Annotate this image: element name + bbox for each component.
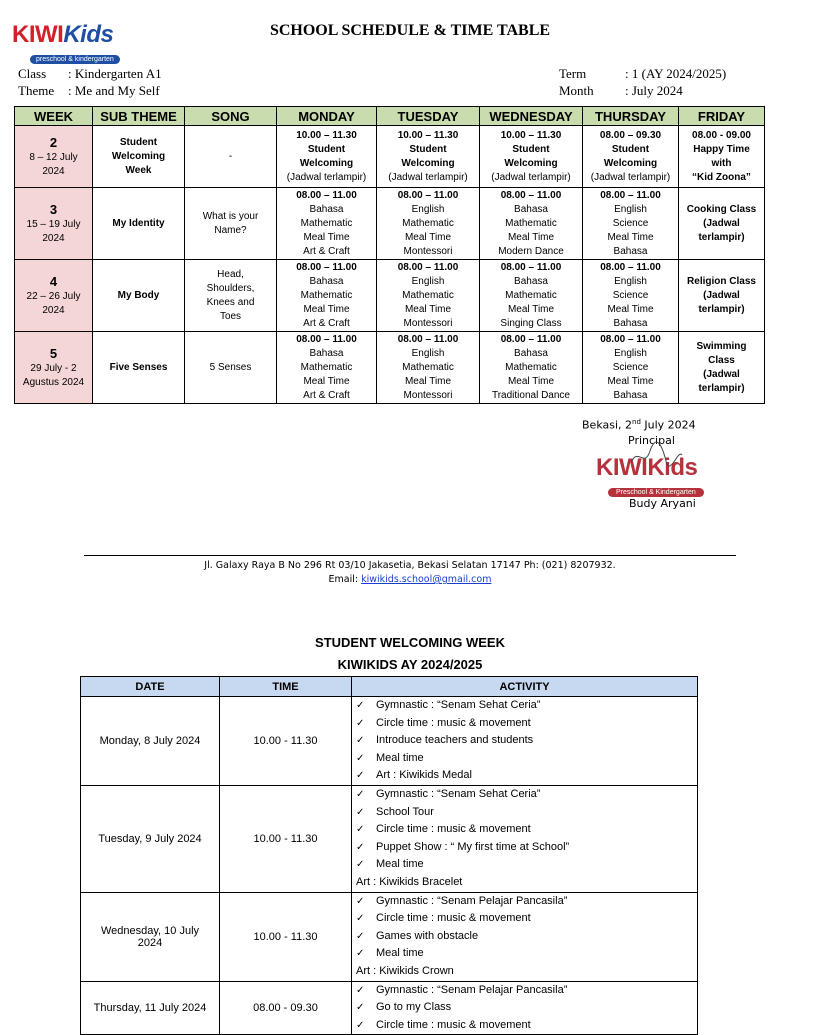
checkmark-icon: ✓: [356, 788, 365, 800]
thursday-line: Student: [611, 143, 650, 155]
term-line: [559, 66, 726, 82]
week-number: 2: [49, 134, 58, 150]
list-item: [356, 874, 697, 892]
activity-text: Gymnastic : “Senam Pelajar Pancasila”: [376, 983, 568, 996]
wednesday-line: Traditional Dance: [491, 389, 570, 401]
thursday-cell: [583, 126, 679, 188]
thursday-line: Meal Time: [607, 231, 654, 243]
table-row: [81, 697, 698, 786]
thursday-line: (Jadwal terlampir): [590, 171, 671, 183]
footer-divider: [84, 555, 736, 556]
tuesday-line: Mathematic: [402, 289, 454, 301]
schedule-row: [15, 332, 765, 404]
tuesday-line: English: [411, 203, 445, 215]
list-item: [356, 963, 697, 981]
tuesday-line: Meal Time: [404, 375, 452, 387]
col-header-wednesday: WEDNESDAY: [480, 107, 583, 126]
list-item: [356, 910, 697, 928]
friday-line: with: [711, 157, 732, 169]
tuesday-line: 08.00 – 11.00: [397, 333, 459, 345]
checkmark-icon: ✓: [356, 895, 365, 907]
friday-line: terlampir): [698, 303, 745, 315]
time-cell: 10.00 - 11.30: [220, 892, 352, 981]
thursday-line: English: [614, 347, 647, 359]
schedule-table: [14, 106, 765, 404]
date-cell: Monday, 8 July 2024: [81, 697, 220, 786]
thursday-line: Welcoming: [603, 157, 658, 169]
wednesday-line: Welcoming: [504, 157, 558, 169]
monday-line: 08.00 – 11.00: [296, 261, 357, 273]
wednesday-cell: [480, 332, 583, 404]
logo-tagline: preschool & kindergarten: [30, 55, 120, 64]
checkmark-icon: ✓: [356, 930, 365, 942]
wednesday-cell: [480, 188, 583, 260]
monday-cell: [277, 188, 377, 260]
monday-line: Meal Time: [303, 375, 350, 387]
tuesday-line: 10.00 – 11.30: [397, 129, 459, 141]
friday-line: Class: [708, 354, 735, 366]
activity-text: Art : Kiwikids Medal: [376, 769, 472, 782]
wednesday-line: Mathematic: [505, 361, 557, 373]
wednesday-line: Meal Time: [507, 375, 555, 387]
friday-line: Happy Time: [693, 143, 750, 155]
activity-text: Art : Kiwikids Bracelet: [356, 875, 463, 888]
monday-cell: [277, 332, 377, 404]
tuesday-line: (Jadwal terlampir): [388, 171, 468, 183]
week-dates: Agustus 2024: [22, 376, 85, 388]
tuesday-line: Montessori: [403, 245, 453, 257]
activity-cell: [352, 981, 698, 1035]
monday-line: Mathematic: [300, 361, 353, 373]
song-cell-line: Knees and: [206, 296, 255, 308]
checkmark-icon: ✓: [356, 752, 365, 764]
checkmark-icon: ✓: [356, 824, 365, 836]
sub-theme-cell-line: My Body: [117, 289, 160, 301]
friday-line: “Kid Zoona”: [692, 171, 751, 183]
list-item: [356, 1017, 697, 1035]
sub-theme-cell-line: Welcoming: [111, 150, 166, 162]
monday-line: (Jadwal terlampir): [286, 171, 367, 183]
activity-text: School Tour: [376, 805, 434, 818]
activity-text: Circle time : music & movement: [376, 912, 531, 925]
monday-line: Bahasa: [309, 203, 344, 215]
week-dates: 22 – 26 July: [26, 290, 81, 302]
tuesday-line: Montessori: [403, 317, 453, 329]
list-item: [356, 839, 697, 857]
wednesday-cell: [480, 126, 583, 188]
wednesday-line: (Jadwal terlampir): [491, 171, 571, 183]
checkmark-icon: ✓: [356, 1002, 365, 1014]
monday-line: 10.00 – 11.30: [296, 129, 357, 141]
col-header-friday: FRIDAY: [679, 107, 765, 126]
tuesday-line: Meal Time: [404, 231, 452, 243]
monday-line: 08.00 – 11.00: [296, 333, 357, 345]
activity-text: Gymnastic : “Senam Sehat Ceria”: [376, 787, 541, 800]
wednesday-cell: [480, 260, 583, 332]
list-item: [356, 750, 697, 768]
monday-line: 08.00 – 11.00: [296, 189, 357, 201]
month-line: [559, 83, 683, 99]
footer-email-line: [0, 574, 820, 585]
thursday-line: 08.00 – 09.30: [599, 129, 662, 141]
monday-line: Art & Craft: [303, 317, 350, 329]
list-item: [356, 982, 697, 1000]
tuesday-line: 08.00 – 11.00: [397, 261, 459, 273]
footer-email-label: Email:: [328, 574, 362, 585]
wednesday-line: 08.00 – 11.00: [500, 261, 562, 273]
thursday-line: Bahasa: [613, 389, 648, 401]
thursday-line: Science: [612, 289, 649, 301]
checkmark-icon: ✓: [356, 735, 365, 747]
activity-text: Art : Kiwikids Crown: [356, 964, 454, 977]
col-header-time: TIME: [220, 677, 352, 697]
week-cell: [15, 188, 93, 260]
activity-text: Gymnastic : “Senam Sehat Ceria”: [376, 699, 541, 711]
welcoming-header-row: [81, 677, 698, 697]
week-dates: 8 – 12 July: [29, 151, 78, 163]
list-item: [356, 856, 697, 874]
list-item: [356, 893, 697, 911]
sub-theme-cell: [93, 126, 185, 188]
tuesday-cell: [377, 188, 480, 260]
monday-line: Meal Time: [303, 303, 350, 315]
song-cell: [185, 332, 277, 404]
monday-cell: [277, 126, 377, 188]
week-dates: 29 July - 2: [30, 362, 77, 374]
col-header-sub-theme: SUB THEME: [93, 107, 185, 126]
friday-line: 08.00 - 09.00: [692, 129, 751, 141]
col-header-date: DATE: [81, 677, 220, 697]
week-dates: 2024: [42, 165, 65, 177]
week-dates: 15 – 19 July: [26, 218, 81, 230]
sub-theme-cell: [93, 188, 185, 260]
tuesday-line: 08.00 – 11.00: [397, 189, 459, 201]
friday-cell: [679, 188, 765, 260]
wednesday-line: Bahasa: [514, 203, 548, 215]
schedule-row: [15, 260, 765, 332]
wednesday-line: 08.00 – 11.00: [500, 189, 562, 201]
wednesday-line: Singing Class: [500, 317, 562, 329]
signature-stamp-logo: [596, 455, 716, 499]
place-date-sup: nd: [632, 418, 641, 426]
term-label: Term: [559, 66, 587, 81]
friday-line: Cooking Class: [686, 203, 757, 215]
sub-theme-cell-line: Five Senses: [109, 361, 168, 373]
monday-line: Bahasa: [309, 347, 344, 359]
song-cell-line: Toes: [219, 310, 242, 322]
col-header-song: SONG: [185, 107, 277, 126]
logo-word-kids: Kids: [63, 21, 114, 48]
thursday-cell: [583, 260, 679, 332]
table-row: [81, 981, 698, 1035]
thursday-line: Science: [612, 217, 649, 229]
theme-label: Theme: [18, 83, 55, 98]
friday-line: (Jadwal: [703, 289, 740, 301]
monday-line: Mathematic: [300, 289, 353, 301]
thursday-line: Science: [612, 361, 649, 373]
class-value: : Kindergarten A1: [68, 66, 162, 81]
activity-text: Gymnastic : “Senam Pelajar Pancasila”: [376, 894, 568, 907]
sub-theme-cell: [93, 260, 185, 332]
week-number: 3: [49, 201, 58, 217]
friday-cell: [679, 260, 765, 332]
checkmark-icon: ✓: [356, 913, 365, 925]
col-header-thursday: THURSDAY: [583, 107, 679, 126]
principal-role: Principal: [628, 434, 675, 447]
monday-line: Bahasa: [309, 275, 344, 287]
list-item: [356, 697, 697, 715]
activity-text: Circle time : music & movement: [376, 716, 531, 729]
thursday-line: 08.00 – 11.00: [600, 189, 661, 201]
thursday-cell: [583, 188, 679, 260]
wednesday-line: 10.00 – 11.30: [500, 129, 562, 141]
thursday-line: Meal Time: [607, 303, 654, 315]
table-row: [81, 892, 698, 981]
schedule-row: [15, 126, 765, 188]
wednesday-line: Meal Time: [507, 231, 555, 243]
class-line: [18, 66, 162, 82]
sub-theme-cell-line: My Identity: [112, 217, 165, 229]
wednesday-line: Mathematic: [505, 289, 557, 301]
time-cell: 08.00 - 09.30: [220, 981, 352, 1035]
activity-text: Games with obstacle: [376, 929, 479, 942]
activity-text: Meal time: [376, 858, 424, 871]
col-header-tuesday: TUESDAY: [377, 107, 480, 126]
footer-email-link[interactable]: kiwikids.school@gmail.com: [361, 574, 492, 585]
week-cell: [15, 126, 93, 188]
sub-theme-cell-line: Week: [125, 164, 152, 176]
song-cell-line: What is your: [202, 210, 259, 222]
checkmark-icon: ✓: [356, 984, 365, 996]
list-item: [356, 767, 697, 785]
activity-text: Meal time: [376, 947, 424, 960]
week-cell: [15, 332, 93, 404]
place-date-suffix: July 2024: [640, 418, 696, 432]
friday-line: terlampir): [698, 382, 745, 394]
friday-line: Swimming: [696, 340, 747, 352]
tuesday-line: English: [411, 347, 445, 359]
tuesday-line: Meal Time: [404, 303, 452, 315]
song-cell-line: -: [228, 150, 233, 162]
friday-line: Religion Class: [687, 275, 756, 287]
checkmark-icon: ✓: [356, 948, 365, 960]
checkmark-icon: ✓: [356, 700, 365, 711]
activity-cell: [352, 697, 698, 786]
list-item: [356, 786, 697, 804]
list-item: [356, 732, 697, 750]
month-label: Month: [559, 83, 594, 98]
checkmark-icon: ✓: [356, 859, 365, 871]
song-cell: [185, 126, 277, 188]
sub-theme-cell-line: Student: [119, 136, 158, 148]
week-number: 5: [49, 345, 58, 361]
monday-cell: [277, 260, 377, 332]
document-title: SCHOOL SCHEDULE & TIME TABLE: [269, 22, 551, 39]
table-row: [81, 785, 698, 892]
footer-address: Jl. Galaxy Raya B No 296 Rt 03/10 Jakasetia, Bekasi Selatan 17147 Ph: (021) 8207932.: [204, 560, 616, 571]
list-item: [356, 999, 697, 1017]
term-value: : 1 (AY 2024/2025): [625, 66, 727, 81]
theme-line: [18, 83, 160, 99]
wednesday-line: 08.00 – 11.00: [500, 333, 562, 345]
thursday-line: English: [614, 203, 647, 215]
week-dates: 2024: [42, 232, 65, 244]
theme-value: : Me and My Self: [68, 83, 160, 98]
wednesday-line: Mathematic: [505, 217, 557, 229]
song-cell: [185, 188, 277, 260]
checkmark-icon: ✓: [356, 717, 365, 729]
song-cell-line: Name?: [214, 224, 247, 236]
list-item: [356, 715, 697, 733]
checkmark-icon: ✓: [356, 806, 365, 818]
week-dates: 2024: [42, 304, 65, 316]
activity-text: Meal time: [376, 751, 424, 764]
list-item: [356, 945, 697, 963]
place-date-prefix: Bekasi, 2: [582, 418, 633, 432]
activity-text: Circle time : music & movement: [376, 823, 531, 836]
date-cell: Thursday, 11 July 2024: [81, 981, 220, 1035]
tuesday-line: Student: [409, 143, 447, 155]
list-item: [356, 804, 697, 822]
song-cell-line: Shoulders,: [206, 282, 255, 294]
col-header-week: WEEK: [15, 107, 93, 126]
date-cell: Tuesday, 9 July 2024: [81, 785, 220, 892]
schedule-header-row: [15, 107, 765, 126]
welcoming-subtitle: KIWIKIDS AY 2024/2025: [337, 657, 483, 672]
activity-text: Puppet Show : “ My first time at School”: [376, 840, 570, 853]
activity-text: Introduce teachers and students: [376, 734, 534, 747]
friday-cell: [679, 126, 765, 188]
list-item: [356, 821, 697, 839]
thursday-line: 08.00 – 11.00: [600, 333, 661, 345]
welcoming-table: [80, 676, 698, 1035]
checkmark-icon: ✓: [356, 841, 365, 853]
monday-line: Art & Craft: [303, 389, 350, 401]
col-header-activity: ACTIVITY: [352, 677, 698, 697]
time-cell: 10.00 - 11.30: [220, 697, 352, 786]
checkmark-icon: ✓: [356, 770, 365, 782]
tuesday-line: Welcoming: [401, 157, 455, 169]
thursday-line: Bahasa: [613, 245, 648, 257]
friday-line: terlampir): [698, 231, 745, 243]
place-date: [582, 418, 696, 432]
thursday-line: Bahasa: [613, 317, 648, 329]
monday-line: Art & Craft: [303, 245, 350, 257]
monday-line: Welcoming: [299, 157, 354, 169]
checkmark-icon: ✓: [356, 1019, 365, 1031]
week-cell: [15, 260, 93, 332]
principal-name: Budy Aryani: [629, 497, 696, 510]
time-cell: 10.00 - 11.30: [220, 785, 352, 892]
signature-logo-tagline: Preschool & Kindergarten: [608, 488, 704, 497]
monday-line: Student: [307, 143, 346, 155]
sub-theme-cell: [93, 332, 185, 404]
wednesday-line: Bahasa: [514, 275, 548, 287]
welcoming-title: STUDENT WELCOMING WEEK: [315, 635, 505, 650]
activity-text: Circle time : music & movement: [376, 1018, 531, 1031]
thursday-line: English: [614, 275, 647, 287]
col-header-monday: MONDAY: [277, 107, 377, 126]
thursday-cell: [583, 332, 679, 404]
tuesday-line: English: [411, 275, 445, 287]
monday-line: Meal Time: [303, 231, 350, 243]
week-number: 4: [49, 273, 58, 289]
schedule-row: [15, 188, 765, 260]
thursday-line: 08.00 – 11.00: [600, 261, 661, 273]
friday-line: (Jadwal: [703, 217, 740, 229]
signature-logo-word: KIWIKids: [596, 454, 698, 481]
activity-cell: [352, 785, 698, 892]
monday-line: Mathematic: [300, 217, 353, 229]
tuesday-line: Montessori: [403, 389, 453, 401]
tuesday-cell: [377, 260, 480, 332]
friday-cell: [679, 332, 765, 404]
list-item: [356, 928, 697, 946]
friday-line: (Jadwal: [703, 368, 740, 380]
wednesday-line: Meal Time: [507, 303, 555, 315]
class-label: Class: [18, 66, 47, 81]
signature-scribble-icon: [626, 441, 686, 471]
wednesday-line: Modern Dance: [498, 245, 564, 257]
tuesday-cell: [377, 332, 480, 404]
song-cell-line: 5 Senses: [209, 361, 252, 373]
date-cell: Wednesday, 10 July 2024: [81, 892, 220, 981]
tuesday-cell: [377, 126, 480, 188]
wednesday-line: Student: [512, 143, 550, 155]
activity-text: Go to my Class: [376, 1001, 452, 1014]
song-cell: [185, 260, 277, 332]
thursday-line: Meal Time: [607, 375, 654, 387]
activity-cell: [352, 892, 698, 981]
song-cell-line: Head,: [217, 268, 244, 280]
tuesday-line: Mathematic: [402, 217, 454, 229]
wednesday-line: Bahasa: [514, 347, 548, 359]
tuesday-line: Mathematic: [402, 361, 454, 373]
month-value: : July 2024: [625, 83, 683, 98]
logo-word-kiwi: KIWI: [12, 21, 64, 48]
